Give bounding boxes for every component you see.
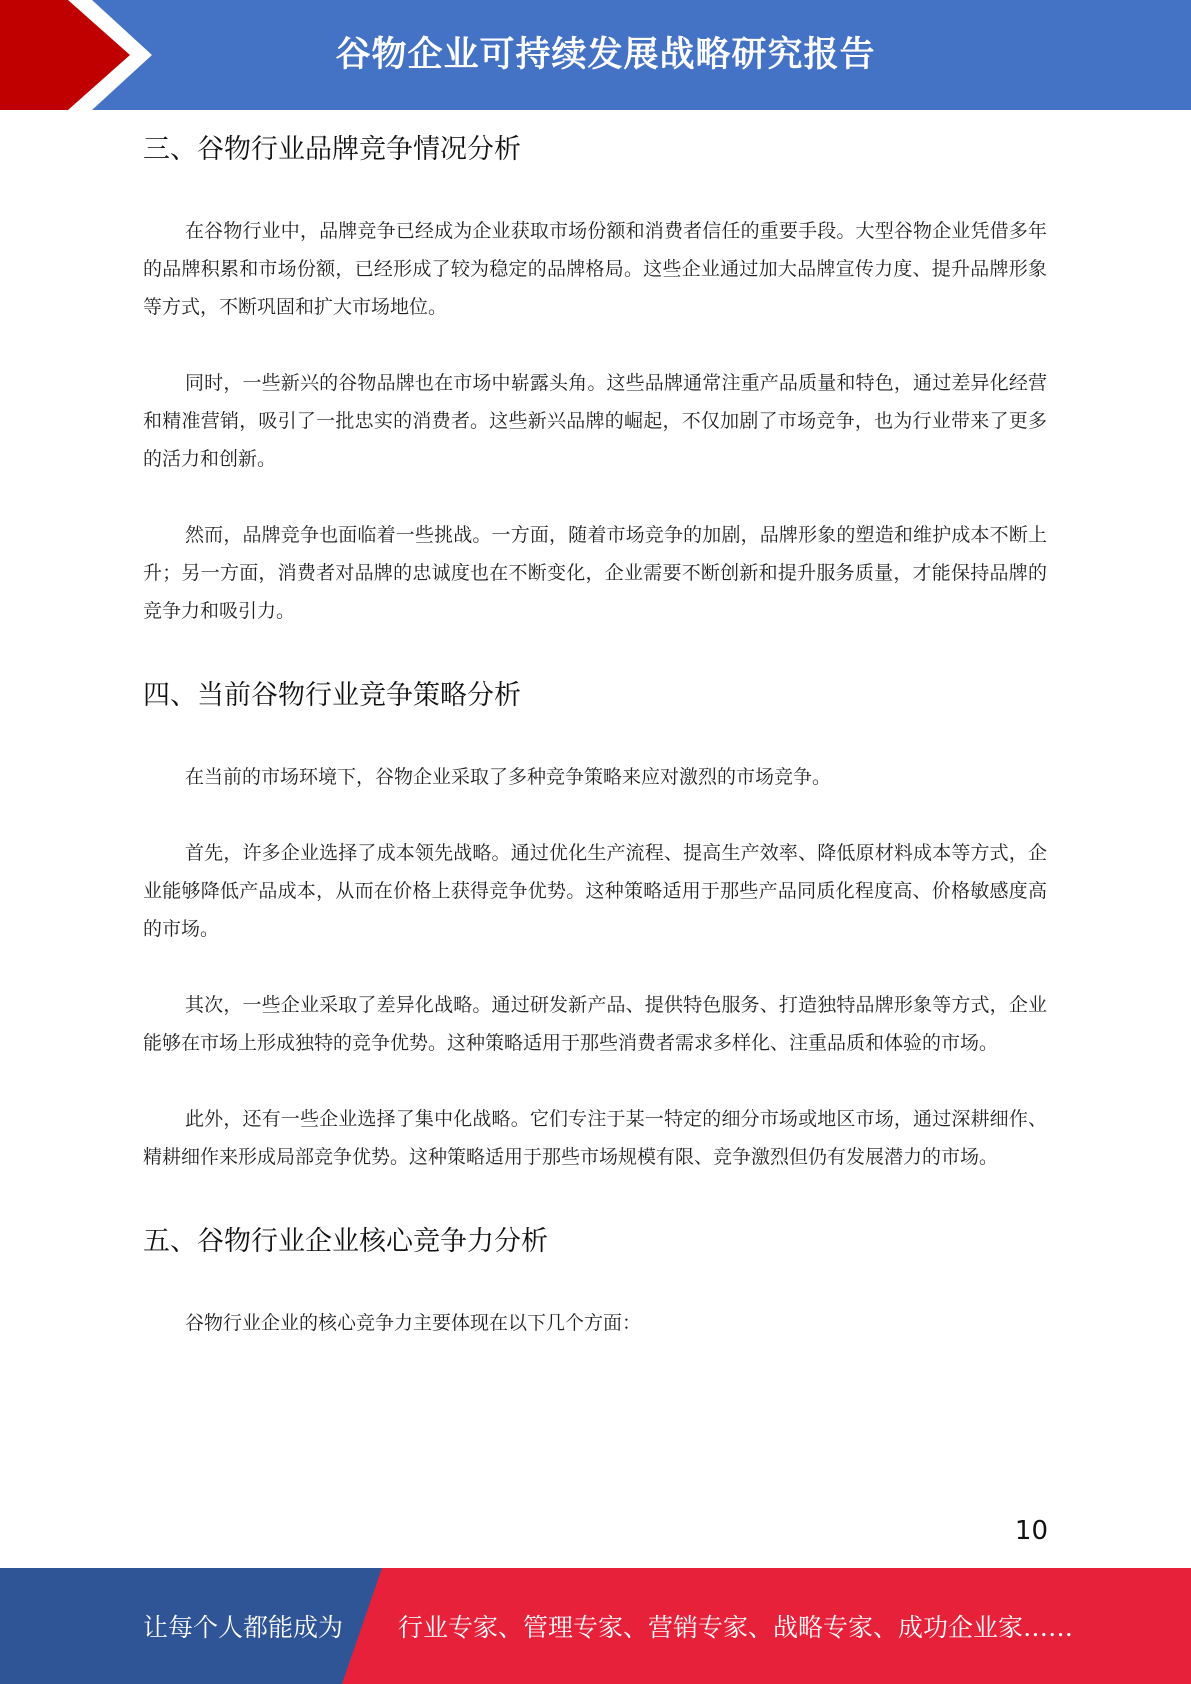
section-title: 四、当前谷物行业竞争策略分析 bbox=[143, 680, 521, 711]
report-title: 谷物企业可持续发展战略研究报告 bbox=[335, 35, 876, 75]
page-number: 10 bbox=[1014, 1516, 1048, 1546]
paragraph: 首先，许多企业选择了成本领先战略。通过优化生产流程、提高生产效率、降低原材料成本等方式，企业能够降低产品成本，从而在价格上获得竞争优势。这种策略适用于那些产品同质化程度高、价格敏感度高的市场。 bbox=[143, 842, 1047, 940]
footer-slogan-right: 行业专家、管理专家、营销专家、战略专家、成功企业家…… bbox=[398, 1613, 1074, 1642]
paragraph: 同时，一些新兴的谷物品牌也在市场中崭露头角。这些品牌通常注重产品质量和特色，通过差异化经营和精准营销，吸引了一批忠实的消费者。这些新兴品牌的崛起，不仅加剧了市场竞争，也为行业带来了更多的活力和创新。 bbox=[143, 372, 1047, 470]
paragraph: 然而，品牌竞争也面临着一些挑战。一方面，随着市场竞争的加剧，品牌形象的塑造和维护成本不断上升；另一方面，消费者对品牌的忠诚度也在不断变化，企业需要不断创新和提升服务质量，才能保持品牌的竞争力和吸引力。 bbox=[143, 524, 1047, 622]
paragraph: 谷物行业企业的核心竞争力主要体现在以下几个方面： bbox=[185, 1312, 642, 1334]
paragraph: 在谷物行业中，品牌竞争已经成为企业获取市场份额和消费者信任的重要手段。大型谷物企业凭借多年的品牌积累和市场份额，已经形成了较为稳定的品牌格局。这些企业通过加大品牌宣传力度、提升品牌形象等方式，不断巩固和扩大市场地位。 bbox=[143, 220, 1047, 318]
paragraph: 此外，还有一些企业选择了集中化战略。它们专注于某一特定的细分市场或地区市场，通过深耕细作、精耕细作来形成局部竞争优势。这种策略适用于那些市场规模有限、竞争激烈但仍有发展潜力的市场。 bbox=[143, 1108, 1047, 1168]
section-title: 三、谷物行业品牌竞争情况分析 bbox=[143, 134, 521, 165]
section-title: 五、谷物行业企业核心竞争力分析 bbox=[143, 1226, 548, 1257]
paragraph: 其次，一些企业采取了差异化战略。通过研发新产品、提供特色服务、打造独特品牌形象等方式，企业能够在市场上形成独特的竞争优势。这种策略适用于那些消费者需求多样化、注重品质和体验的市场。 bbox=[143, 994, 1047, 1054]
footer-slogan-left: 让每个人都能成为 bbox=[143, 1613, 344, 1642]
paragraph: 在当前的市场环境下，谷物企业采取了多种竞争策略来应对激烈的市场竞争。 bbox=[185, 766, 832, 788]
page-content bbox=[143, 128, 1047, 1380]
page-footer bbox=[0, 1568, 1191, 1684]
page-header bbox=[0, 0, 1191, 110]
